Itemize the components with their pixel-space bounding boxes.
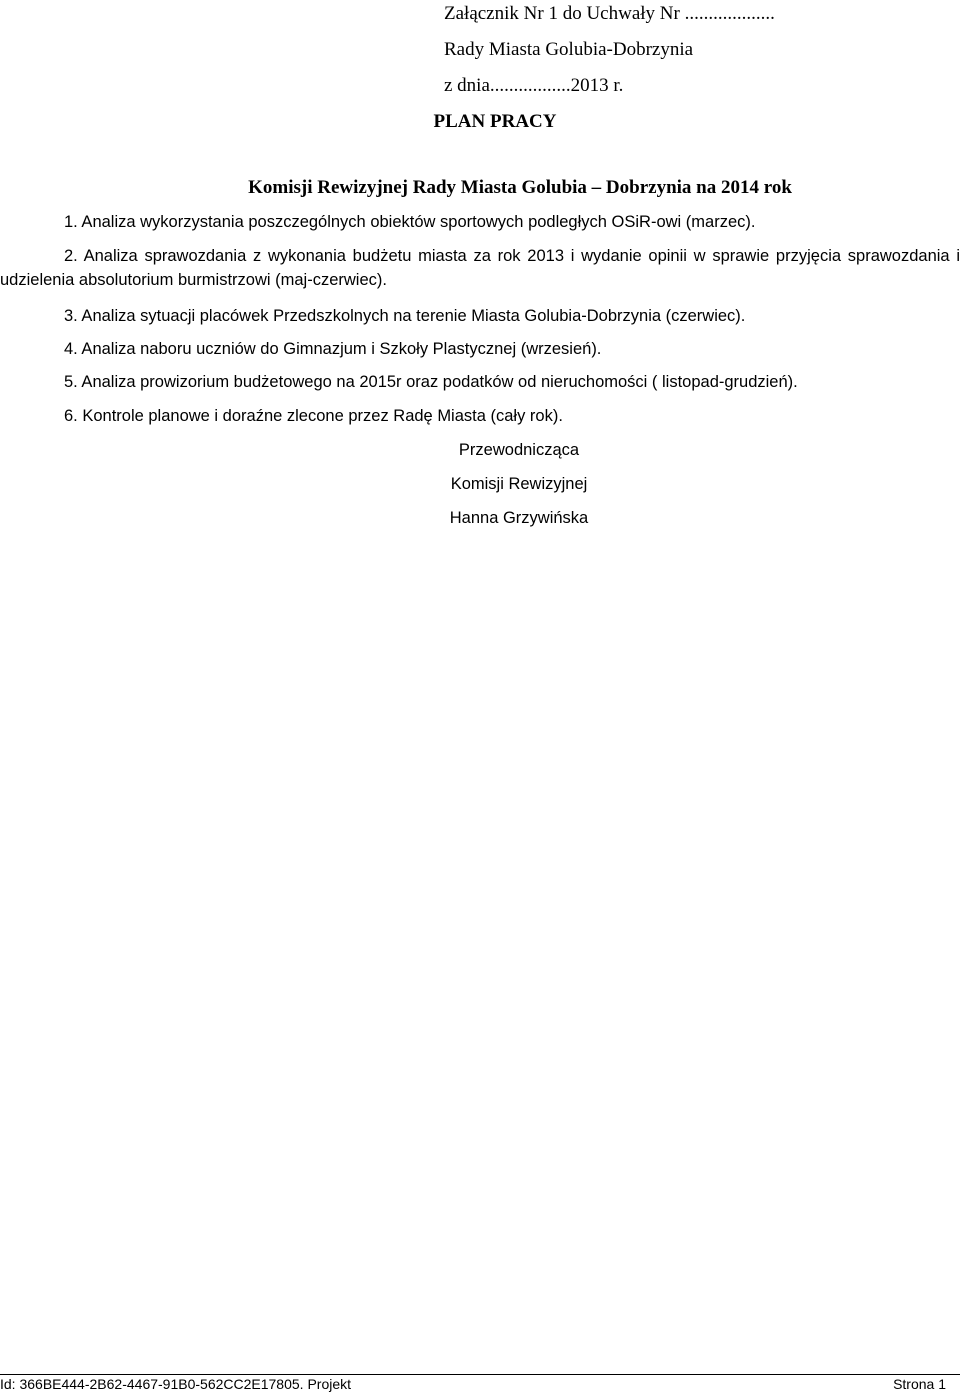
document-subtitle: Komisji Rewizyjnej Rady Miasta Golubia – Dobrzynia na 2014 rok — [248, 177, 792, 198]
attachment-date: z dnia.................2013 r. — [444, 75, 624, 96]
signature-body: Komisji Rewizyjnej — [450, 475, 588, 493]
plan-item-2: 2. Analiza sprawozdania z wykonania budżetu miasta za rok 2013 i wydanie opinii w sprawie przyjęcia sprawozdania i udzielenia absolutorium burmistrzowi (maj-czerwiec). — [0, 247, 960, 289]
footer-page-number: Strona 1 — [893, 1376, 946, 1392]
attachment-reference: Załącznik Nr 1 do Uchwały Nr ................... — [444, 3, 775, 24]
attachment-header — [444, 2, 864, 110]
council-name: Rady Miasta Golubia-Dobrzynia — [444, 39, 694, 60]
plan-item-3: 3. Analiza sytuacji placówek Przedszkolnych na terenie Miasta Golubia-Dobrzynia (czerwiec). — [64, 307, 746, 325]
signature-block — [0, 438, 960, 540]
plan-item-1: 1. Analiza wykorzystania poszczególnych obiektów sportowych podległych OSiR-owi (marzec). — [64, 213, 756, 231]
footer-document-id: Id: 366BE444-2B62-4467-91B0-562CC2E17805. Projekt — [0, 1376, 352, 1392]
plan-item-4: 4. Analiza naboru uczniów do Gimnazjum i Szkoły Plastycznej (wrzesień). — [64, 340, 602, 358]
signature-name: Hanna Grzywińska — [449, 509, 589, 527]
document-title: PLAN PRACY — [433, 111, 557, 132]
signature-role: Przewodnicząca — [458, 441, 580, 459]
plan-item-6: 6. Kontrole planowe i doraźne zlecone przez Radę Miasta (cały rok). — [64, 407, 563, 425]
plan-item-5: 5. Analiza prowizorium budżetowego na 2015r oraz podatków od nieruchomości ( listopad-grudzień). — [64, 373, 798, 391]
